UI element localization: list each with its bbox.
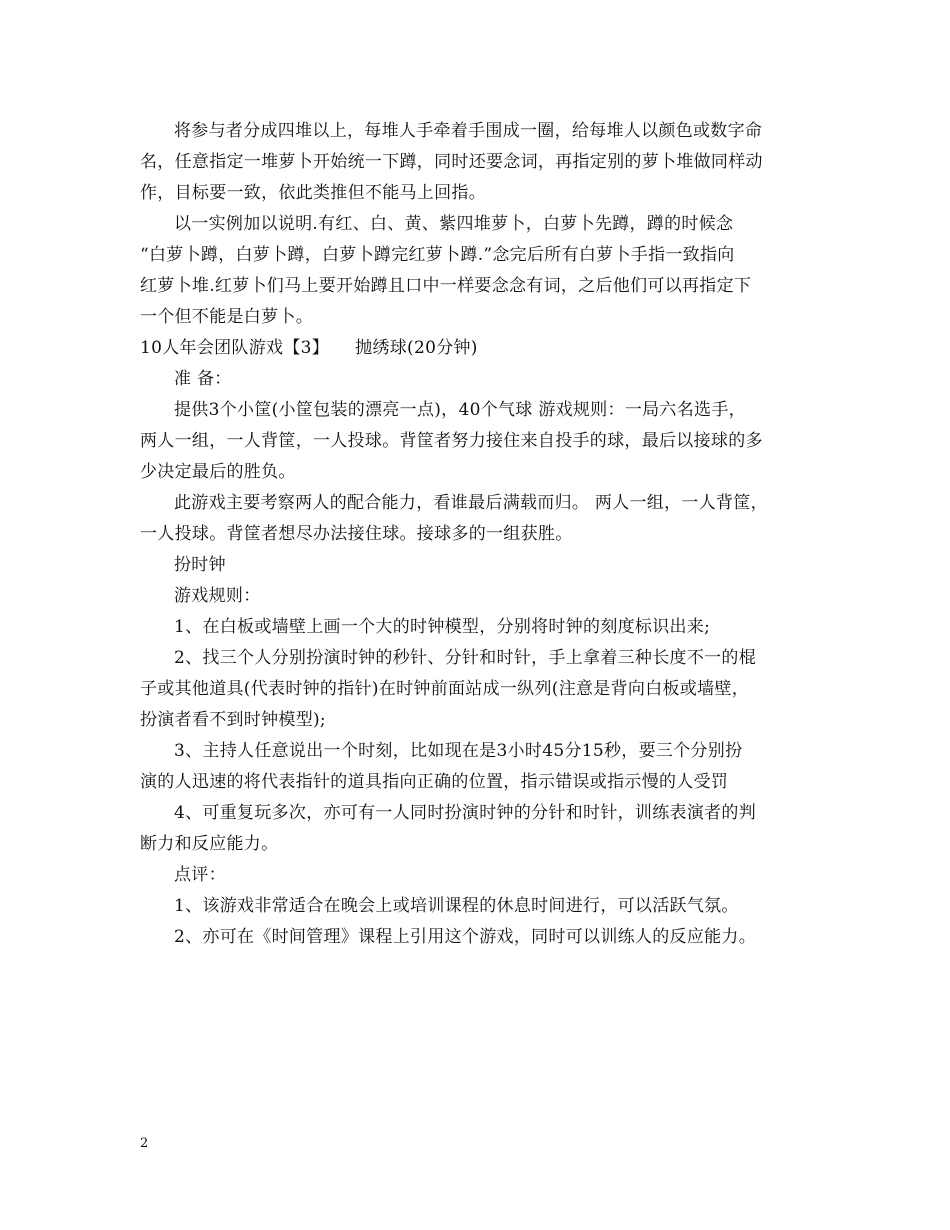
text-line: 游戏规则： <box>174 586 261 606</box>
text-line: 准 备： <box>174 369 232 389</box>
text-line: 子或其他道具(代表时钟的指针)在时钟前面站成一纵列(注意是背向白板或墙壁， <box>140 679 749 699</box>
text-line: 4、可重复玩多次，亦可有一人同时扮演时钟的分针和时针，训练表演者的判 <box>174 803 757 823</box>
text-line: 一个但不能是白萝卜。 <box>140 307 313 327</box>
text-line: 红萝卜堆.红萝卜们马上要开始蹲且口中一样要念念有词，之后他们可以再指定下 <box>140 276 752 296</box>
text-line: 1、该游戏非常适合在晚会上或培训课程的休息时间进行，可以活跃气氛。 <box>174 896 739 916</box>
text-line: 名，任意指定一堆萝卜开始统一下蹲，同时还要念词，再指定别的萝卜堆做同样动 <box>140 152 763 172</box>
text-line: 2、找三个人分别扮演时钟的秒针、分针和时针，手上拿着三种长度不一的棍 <box>174 648 757 668</box>
text-line: 将参与者分成四堆以上，每堆人手牵着手围成一圈，给每堆人以颜色或数字命 <box>174 121 763 141</box>
text-line: 提供3个小筐(小筐包装的漂亮一点)，40个气球 游戏规则：一局六名选手， <box>174 400 746 420</box>
text-line: 此游戏主要考察两人的配合能力，看谁最后满载而归。 两人一组，一人背筐， <box>174 493 768 513</box>
text-line: 一人投球。背筐者想尽办法接住球。接球多的一组获胜。 <box>140 524 573 544</box>
text-line: “白萝卜蹲，白萝卜蹲，白萝卜蹲完红萝卜蹲.”念完后所有白萝卜手指一致指向 <box>140 245 735 265</box>
text-line: 以一实例加以说明.有红、白、黄、紫四堆萝卜，白萝卜先蹲，蹲的时候念 <box>174 214 734 234</box>
text-line: 点评： <box>174 865 226 885</box>
text-line: 演的人迅速的将代表指针的道具指向正确的位置，指示错误或指示慢的人受罚 <box>140 772 729 792</box>
text-line: 少决定最后的胜负。 <box>140 462 296 482</box>
text-line: 扮演者看不到时钟模型); <box>140 710 326 730</box>
body-text <box>140 116 812 953</box>
text-line: 1、在白板或墙壁上画一个大的时钟模型，分别将时钟的刻度标识出来; <box>174 617 711 637</box>
page-number: 2 <box>140 1136 149 1151</box>
text-line: 扮时钟 <box>174 555 226 575</box>
text-line: 作，目标要一致，依此类推但不能马上回指。 <box>140 183 486 203</box>
text-line: 2、亦可在《时间管理》课程上引用这个游戏，同时可以训练人的反应能力。 <box>174 927 757 947</box>
text-line: 3、主持人任意说出一个时刻，比如现在是3小时45分15秒，要三个分别扮 <box>174 741 743 761</box>
text-line: 10人年会团队游戏【3】 抛绣球(20分钟) <box>140 338 478 358</box>
text-line: 断力和反应能力。 <box>140 834 279 854</box>
text-line: 两人一组，一人背筐，一人投球。背筐者努力接住来自投手的球，最后以接球的多 <box>140 431 763 451</box>
